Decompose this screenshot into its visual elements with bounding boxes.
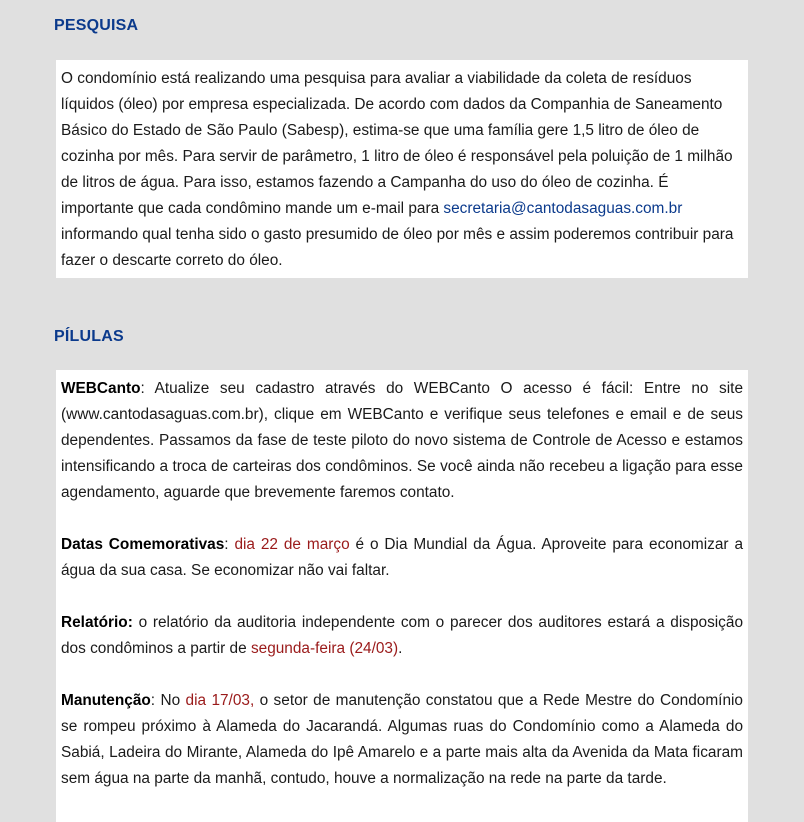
pesquisa-paragraph <box>61 66 743 274</box>
webcanto-label: WEBCanto <box>61 380 141 397</box>
manutencao-text-before: : No <box>150 692 186 709</box>
pesquisa-text-after: informando qual tenha sido o gasto presumido de óleo por mês e assim poderemos contribuir para fazer o descarte correto do óleo. <box>61 226 734 269</box>
email-link[interactable]: secretaria@cantodasaguas.com.br <box>443 200 683 217</box>
datas-date: dia 22 de março <box>234 536 350 553</box>
relatorio-date: segunda-feira (24/03) <box>250 640 399 657</box>
webcanto-paragraph <box>61 376 743 506</box>
datas-label: Datas Comemorativas <box>61 536 225 553</box>
datas-text: é o Dia Mundial da Água. Aproveite para economizar a água da sua casa. Se economizar não vai faltar. <box>61 536 743 579</box>
relatorio-paragraph <box>61 610 743 662</box>
datas-paragraph <box>61 532 743 584</box>
manutencao-paragraph <box>61 688 743 792</box>
pesquisa-text-before: O condomínio está realizando uma pesquisa para avaliar a viabilidade da coleta de resíduos líquidos (óleo) por empresa especializada. De acordo com dados da Companhia de Saneamento Básico do Estado de São Paulo (Sabesp), estima-se que uma família gere 1,5 litro de óleo de cozinha por mês. Para servir de parâmetro, 1 litro de óleo é responsável pela poluição de 1 milhão de litros de água. Para isso, estamos fazendo a Campanha do uso do óleo de cozinha. É importante que cada condômino mande um e-mail para <box>61 70 733 217</box>
datas-colon: : <box>224 536 235 553</box>
pilulas-panel <box>56 370 748 822</box>
paragraph-spacer <box>61 506 743 532</box>
webcanto-text: : Atualize seu cadastro através do WEBCanto O acesso é fácil: Entre no site (www.cantodasaguas.com.br), clique em WEBCanto e verifique seus telefones e email e de seus dependentes. Passamos da fase de teste piloto do novo sistema de Controle de Acesso e estamos intensificando a troca de carteiras dos condôminos. Se você ainda não recebeu a ligação para esse agendamento, aguarde que brevemente faremos contato. <box>61 380 743 501</box>
manutencao-date: dia 17/03, <box>185 692 255 709</box>
relatorio-text: o relatório da auditoria independente com o parecer dos auditores estará a disposição dos condôminos a partir de <box>61 614 743 657</box>
paragraph-spacer <box>61 584 743 610</box>
paragraph-spacer <box>61 662 743 688</box>
manutencao-text-after: o setor de manutenção constatou que a Rede Mestre do Condomínio se rompeu próximo à Alameda do Jacarandá. Algumas ruas do Condomínio como a Alameda do Sabiá, Ladeira do Mirante, Alameda do Ipê Amarelo e a parte mais alta da Avenida da Mata ficaram sem água na parte da manhã, contudo, houve a normalização na rede na parte da tarde. <box>61 692 743 787</box>
section-title-pesquisa: PESQUISA <box>54 17 139 34</box>
relatorio-end: . <box>398 640 403 657</box>
section-title-pilulas: PÍLULAS <box>54 328 124 345</box>
pesquisa-panel <box>56 60 748 278</box>
relatorio-label: Relatório: <box>61 614 133 631</box>
manutencao-label: Manutenção <box>61 692 151 709</box>
